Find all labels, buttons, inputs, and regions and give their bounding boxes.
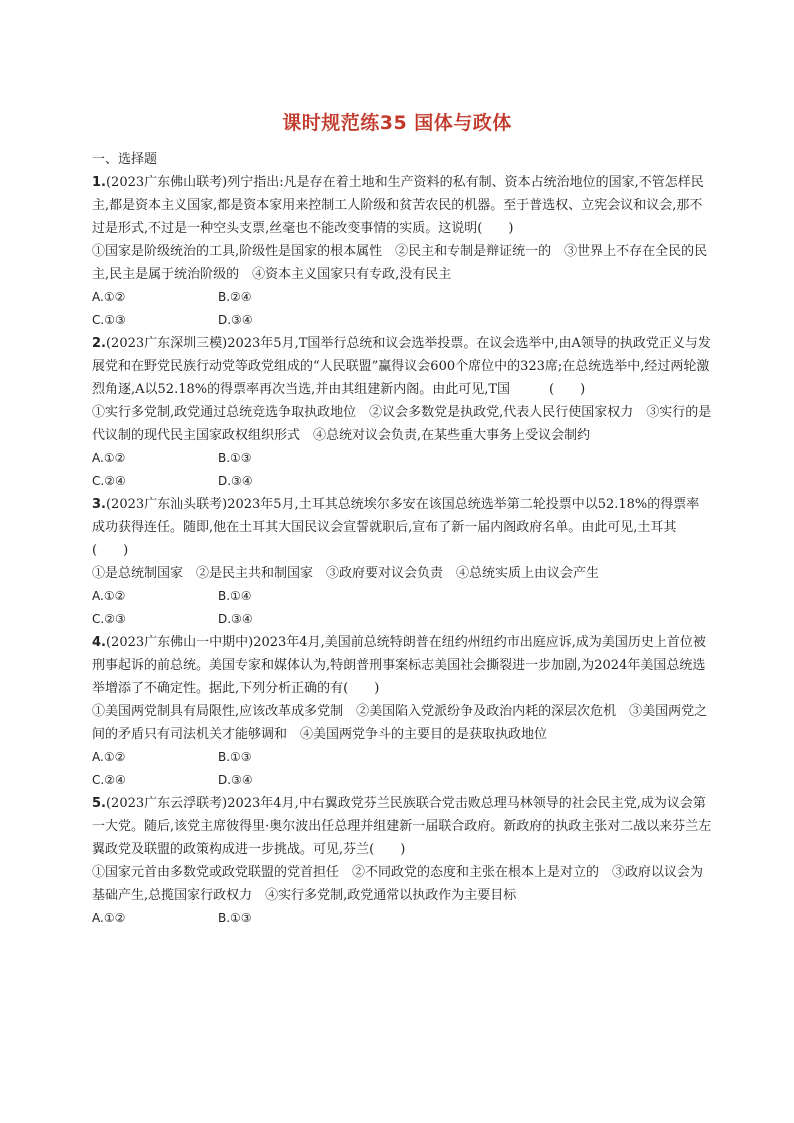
option-b[interactable]: B.①③ — [218, 911, 252, 925]
option-d[interactable]: D.③④ — [218, 612, 253, 626]
option-c[interactable]: C.②④ — [92, 474, 126, 488]
question-text: (2023广东佛山联考)列宁指出:凡是存在着土地和生产资料的私有制、资本占统治地位的国家,不管怎样民主,都是资本主义国家,都是资本家用来控制工人阶级和贫苦农民的机器。至于普选权、立宪会议和议会,那不过是形式,不过是一种空头支票,丝毫也不能改变事情的实质。这说明( ) — [92, 175, 704, 236]
question-4 — [92, 631, 712, 792]
option-b[interactable]: B.①③ — [218, 451, 252, 465]
question-text: (2023广东云浮联考)2023年4月,中右翼政党芬兰民族联合党击败总理马林领导的社会民主党,成为议会第一大党。随后,该党主席彼得里·奥尔波出任总理并组建新一届联合政府。新政府的执政主张对二战以来芬兰左翼政党及联盟的政策构成进一步挑战。可见,芬兰( ) — [92, 796, 712, 857]
option-a[interactable]: A.①② — [92, 911, 126, 925]
answer-options — [92, 286, 712, 332]
question-text: (2023广东汕头联考)2023年5月,土耳其总统埃尔多安在该国总统选举第二轮投票中以52.18%的得票率成功获得连任。随即,他在土耳其大国民议会宣誓就职后,宣布了新一届内阁政府名单。由此可见,土耳其( ) — [92, 497, 700, 558]
question-statements: ①是总统制国家 ②是民主共和制国家 ③政府要对议会负责 ④总统实质上由议会产生 — [92, 566, 600, 581]
question-number: 3. — [92, 497, 106, 512]
page-title: 课时规范练35 国体与政体 — [282, 112, 512, 134]
question-number: 5. — [92, 796, 106, 811]
option-b[interactable]: B.①③ — [218, 750, 252, 764]
question-statements: ①国家元首由多数党或政党联盟的党首担任 ②不同政党的态度和主张在根本上是对立的 ③政府以议会为基础产生,总揽国家行政权力 ④实行多党制,政党通常以执政作为主要目标 — [92, 865, 704, 903]
option-c[interactable]: C.②③ — [92, 612, 126, 626]
question-number: 2. — [92, 336, 106, 351]
question-3 — [92, 493, 712, 631]
option-a[interactable]: A.①② — [92, 750, 126, 764]
question-5 — [92, 792, 712, 930]
answer-options — [92, 447, 712, 493]
question-2 — [92, 332, 712, 493]
option-a[interactable]: A.①② — [92, 589, 126, 603]
section-heading: 一、选择题 — [92, 152, 158, 167]
question-text: (2023广东深圳三模)2023年5月,T国举行总统和议会选举投票。在议会选举中,由A领导的执政党正义与发展党和在野党民族行动党等政党组成的“人民联盟”赢得议会600个席位中的323席;在总统选举中,经过两轮激烈角逐,A以52.18%的得票率再次当选,并由其组建新内阁。由此可见,T国 ( ) — [92, 336, 711, 397]
option-c[interactable]: C.①③ — [92, 313, 126, 327]
option-d[interactable]: D.③④ — [218, 313, 253, 327]
question-stem — [92, 332, 712, 401]
question-number: 1. — [92, 175, 106, 190]
option-b[interactable]: B.①④ — [218, 589, 252, 603]
question-number: 4. — [92, 635, 106, 650]
answer-options — [92, 746, 712, 792]
answer-options — [92, 585, 712, 631]
question-stem — [92, 493, 712, 562]
option-b[interactable]: B.②④ — [218, 290, 252, 304]
option-a[interactable]: A.①② — [92, 290, 126, 304]
question-text: (2023广东佛山一中期中)2023年4月,美国前总统特朗普在纽约州纽约市出庭应诉,成为美国历史上首位被刑事起诉的前总统。美国专家和媒体认为,特朗普刑事案标志美国社会撕裂进一步加剧,为2024年美国总统选举增添了不确定性。据此,下列分析正确的有( ) — [92, 635, 706, 696]
option-c[interactable]: C.②④ — [92, 773, 126, 787]
question-statements: ①国家是阶级统治的工具,阶级性是国家的根本属性 ②民主和专制是辩证统一的 ③世界上不存在全民的民主,民主是属于统治阶级的 ④资本主义国家只有专政,没有民主 — [92, 244, 708, 282]
question-stem — [92, 792, 712, 861]
option-a[interactable]: A.①② — [92, 451, 126, 465]
question-stem — [92, 171, 712, 240]
question-stem — [92, 631, 712, 700]
question-statements: ①美国两党制具有局限性,应该改革成多党制 ②美国陷入党派纷争及政治内耗的深层次危机 ③美国两党之间的矛盾只有司法机关才能够调和 ④美国两党争斗的主要目的是获取执政地位 — [92, 704, 708, 742]
question-statements: ①实行多党制,政党通过总统竞选争取执政地位 ②议会多数党是执政党,代表人民行使国家权力 ③实行的是代议制的现代民主国家政权组织形式 ④总统对议会负责,在某些重大事务上受议会制约 — [92, 405, 712, 443]
answer-options — [92, 907, 712, 930]
question-1 — [92, 171, 712, 332]
option-d[interactable]: D.③④ — [218, 474, 253, 488]
option-d[interactable]: D.③④ — [218, 773, 253, 787]
document-content — [92, 148, 712, 930]
